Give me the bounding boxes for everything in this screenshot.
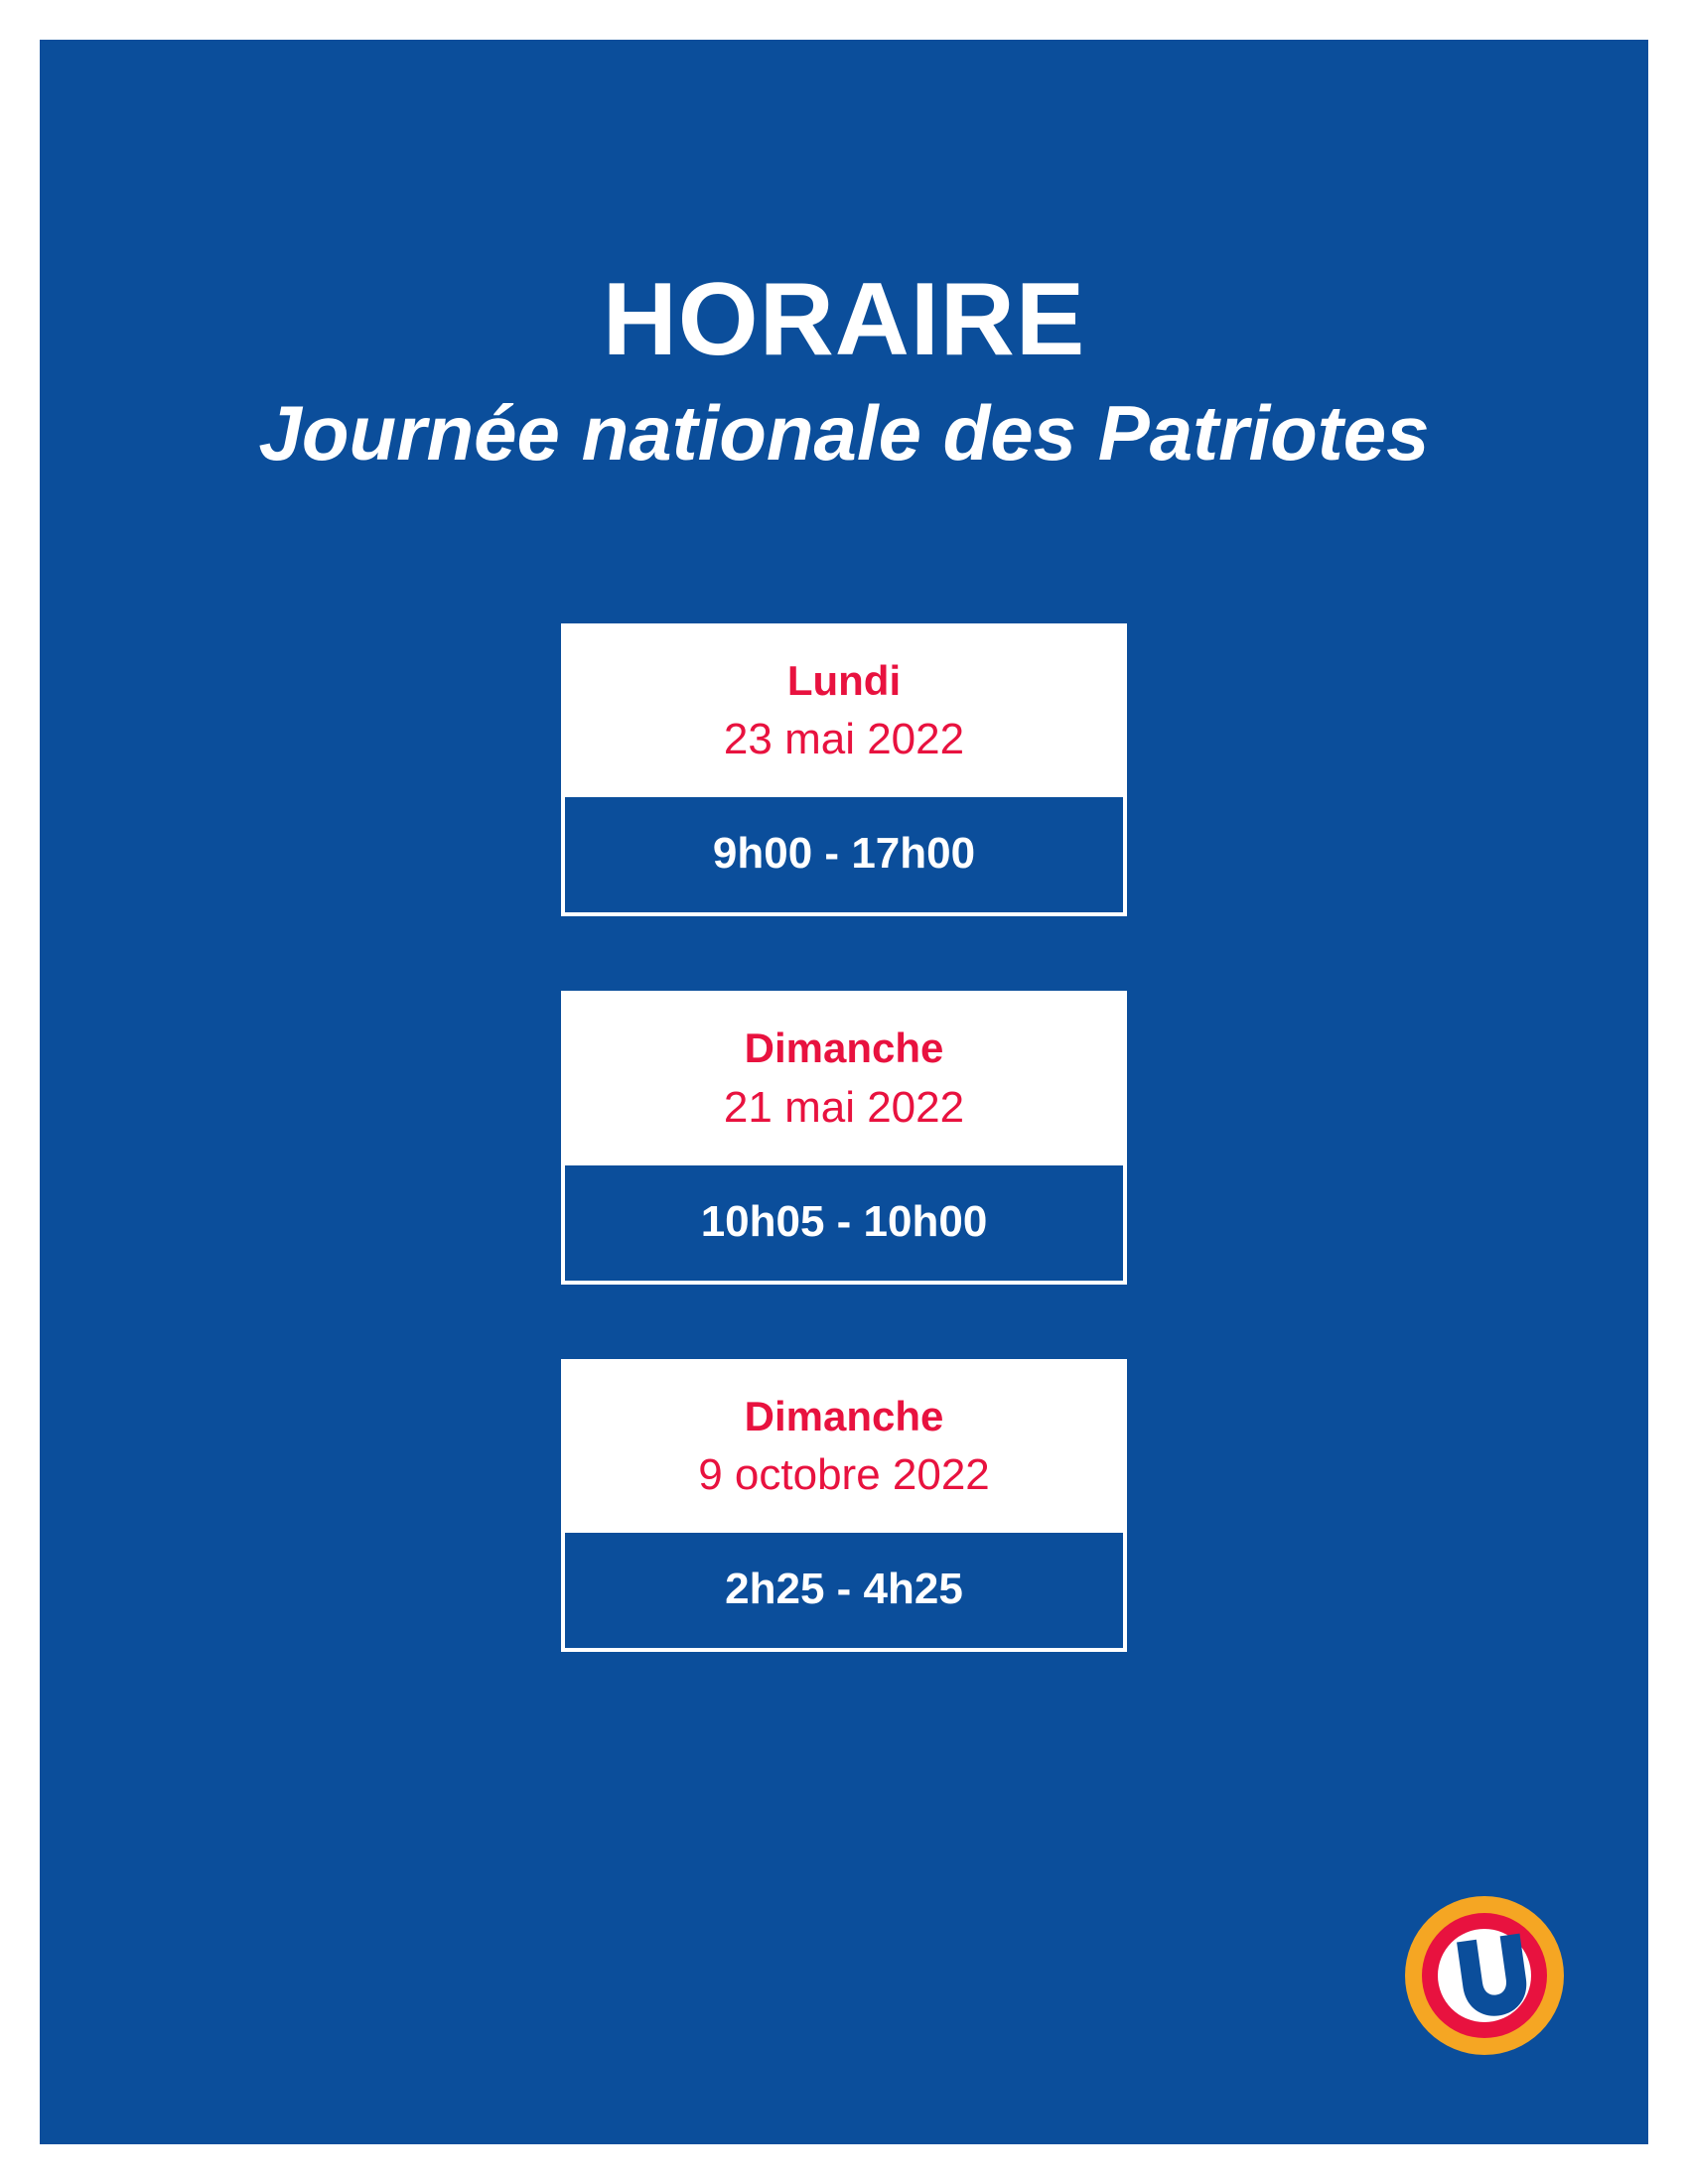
schedule-day: Dimanche xyxy=(744,1024,944,1072)
schedule-card-header xyxy=(565,627,1123,793)
schedule-hours: 2h25 - 4h25 xyxy=(565,1529,1123,1648)
poster xyxy=(40,40,1648,2144)
schedule-hours: 9h00 - 17h00 xyxy=(565,793,1123,912)
poster-header xyxy=(40,40,1648,475)
page-subtitle: Journée nationale des Patriotes xyxy=(258,389,1430,477)
logo-u-icon xyxy=(1400,1891,1569,2060)
page-title: HORAIRE xyxy=(602,262,1086,377)
schedule-card-header xyxy=(565,1363,1123,1529)
schedule-card xyxy=(561,1359,1127,1652)
schedule-date: 9 octobre 2022 xyxy=(698,1450,990,1500)
schedule-day: Dimanche xyxy=(744,1392,944,1439)
schedule-card-header xyxy=(565,995,1123,1160)
schedule-list xyxy=(40,623,1648,1652)
schedule-card xyxy=(561,623,1127,916)
schedule-date: 23 mai 2022 xyxy=(723,715,965,764)
schedule-date: 21 mai 2022 xyxy=(723,1082,965,1132)
schedule-hours: 10h05 - 10h00 xyxy=(565,1161,1123,1281)
schedule-day: Lundi xyxy=(786,656,902,704)
schedule-card xyxy=(561,991,1127,1284)
